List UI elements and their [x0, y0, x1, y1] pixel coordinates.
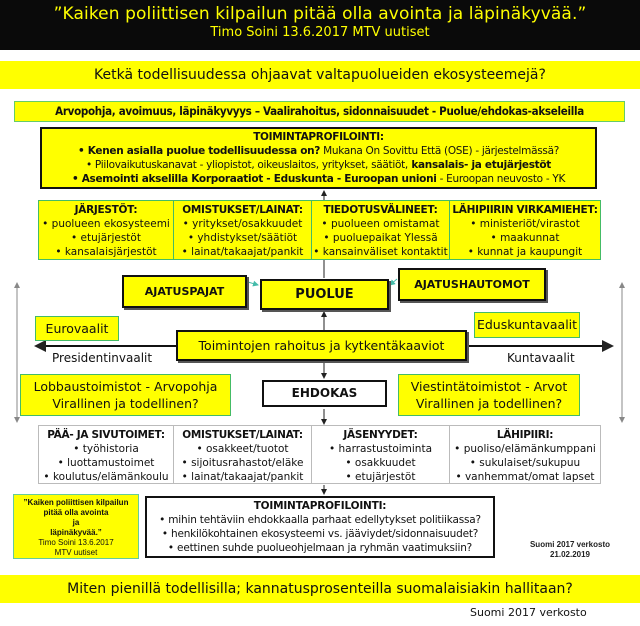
party-box: PUOLUE: [260, 279, 389, 310]
party-group-jarjestot: JÄRJESTÖT: • puolueen ekosysteemi • etujärjestöt • kansalaisjärjestöt: [39, 201, 174, 259]
header-quote: ”Kaiken poliittisen kilpailun pitää olla avointa ja läpinäkyvää.”: [53, 4, 587, 24]
header-attribution: Timo Soini 13.6.2017 MTV uutiset: [210, 25, 430, 40]
party-groups-table: [38, 200, 601, 260]
party-profile-box: [40, 127, 597, 189]
party-profile-line: • Kenen asialla puolue todellisuudessa on? Mukana On Sovittu Että (OSE) - järjestelmässä?: [77, 145, 559, 157]
kuntavaalit-label: Kuntavaalit: [507, 351, 575, 365]
party-group-virkamiehet: LÄHIPIIRIN VIRKAMIEHET: • ministeriöt/virastot • maakunnat • kunnat ja kaupungit: [452, 204, 598, 258]
eduskuntavaalit-box: Eduskuntavaalit: [474, 312, 580, 338]
presidentinvaalit-label: Presidentinvaalit: [52, 351, 153, 365]
think-tanks-box: AJATUSPAJAT: [122, 275, 247, 308]
header-banner: [0, 0, 640, 50]
party-group-omistukset: OMISTUKSET/LAINAT: • yritykset/osakkuudet • yhdistykset/säätiöt • lainat/takaajat/pankit: [174, 201, 312, 259]
party-group-tiedotusvalineet: TIEDOTUSVÄLINEET: • puolueen omistamat • puoluepaikat Ylessä • kansainväliset kontaktit: [312, 201, 450, 259]
candidate-groups-table: [38, 425, 601, 484]
credit-small: Suomi 2017 verkosto 21.02.2019: [529, 540, 611, 559]
think-incubators-box: AJATUSHAUTOMOT: [398, 268, 546, 301]
party-profile-line: • Piilovaikutuskanavat - yliopistot, oikeuslaitos, yritykset, säätiöt, kansalais- ja etujärjestöt: [86, 159, 551, 171]
lobbying-box: Lobbaustoimistot - Arvopohja Virallinen ja todellinen?: [20, 374, 231, 416]
eurovaalit-box: Eurovaalit: [35, 316, 119, 341]
top-question: Ketkä todellisuudessa ohjaavat valtapuolueiden ekosysteemejä?: [0, 61, 640, 89]
candidate-group-jasenyydet: JÄSENYYDET: • harrastustoiminta • osakkuudet • etujärjestöt: [312, 426, 450, 483]
candidate-group-toimet: PÄÄ- JA SIVUTOIMET: • työhistoria • luottamustoimet • koulutus/elämänkoulu: [39, 426, 174, 483]
footer-credit: Suomi 2017 verkosto: [470, 606, 587, 619]
candidate-profile-box: TOIMINTAPROFILOINTI: • mihin tehtäviin ehdokkaalla parhaat edellytykset politiikassa? • henkilökohtainen ekosysteemi vs. jääviydet/sidonnaisuudet? • eettinen suhde puolueohjelmaan ja ryhmän vaatimuksiin?: [145, 496, 495, 558]
axis-bar: Arvopohja, avoimuus, läpinäkyvyys – Vaalirahoitus, sidonnaisuudet - Puolue/ehdokas-akseleilla: [14, 101, 625, 122]
candidate-box: EHDOKAS: [262, 380, 387, 407]
communications-box: Viestintätoimistot - Arvot Virallinen ja todellinen?: [398, 374, 580, 416]
candidate-group-lahipiiri: LÄHIPIIRI: • puoliso/elämänkumppani • sukulaiset/sukupuu • vanhemmat/omat lapset: [454, 429, 596, 483]
small-quote-box: ”Kaiken poliittisen kilpailun pitää olla avointa ja läpinäkyvää.” Timo Soini 13.6.2017 MTV uutiset: [13, 494, 139, 559]
party-profile-title: TOIMINTAPROFILOINTI:: [253, 131, 384, 143]
funding-box: Toimintojen rahoitus ja kytkentäkaaviot: [176, 330, 467, 361]
candidate-group-omistukset: OMISTUKSET/LAINAT: • osakkeet/tuotot • sijoitusrahastot/eläke • lainat/takaajat/pankit: [174, 426, 312, 483]
party-profile-line: • Asemointi akselilla Korporaatiot - Eduskunta - Euroopan unioni - Euroopan neuvosto - YK: [71, 173, 566, 185]
bottom-question: Miten pienillä todellisilla; kannatusprosenteilla suomalaisiakin hallitaan?: [0, 575, 640, 603]
